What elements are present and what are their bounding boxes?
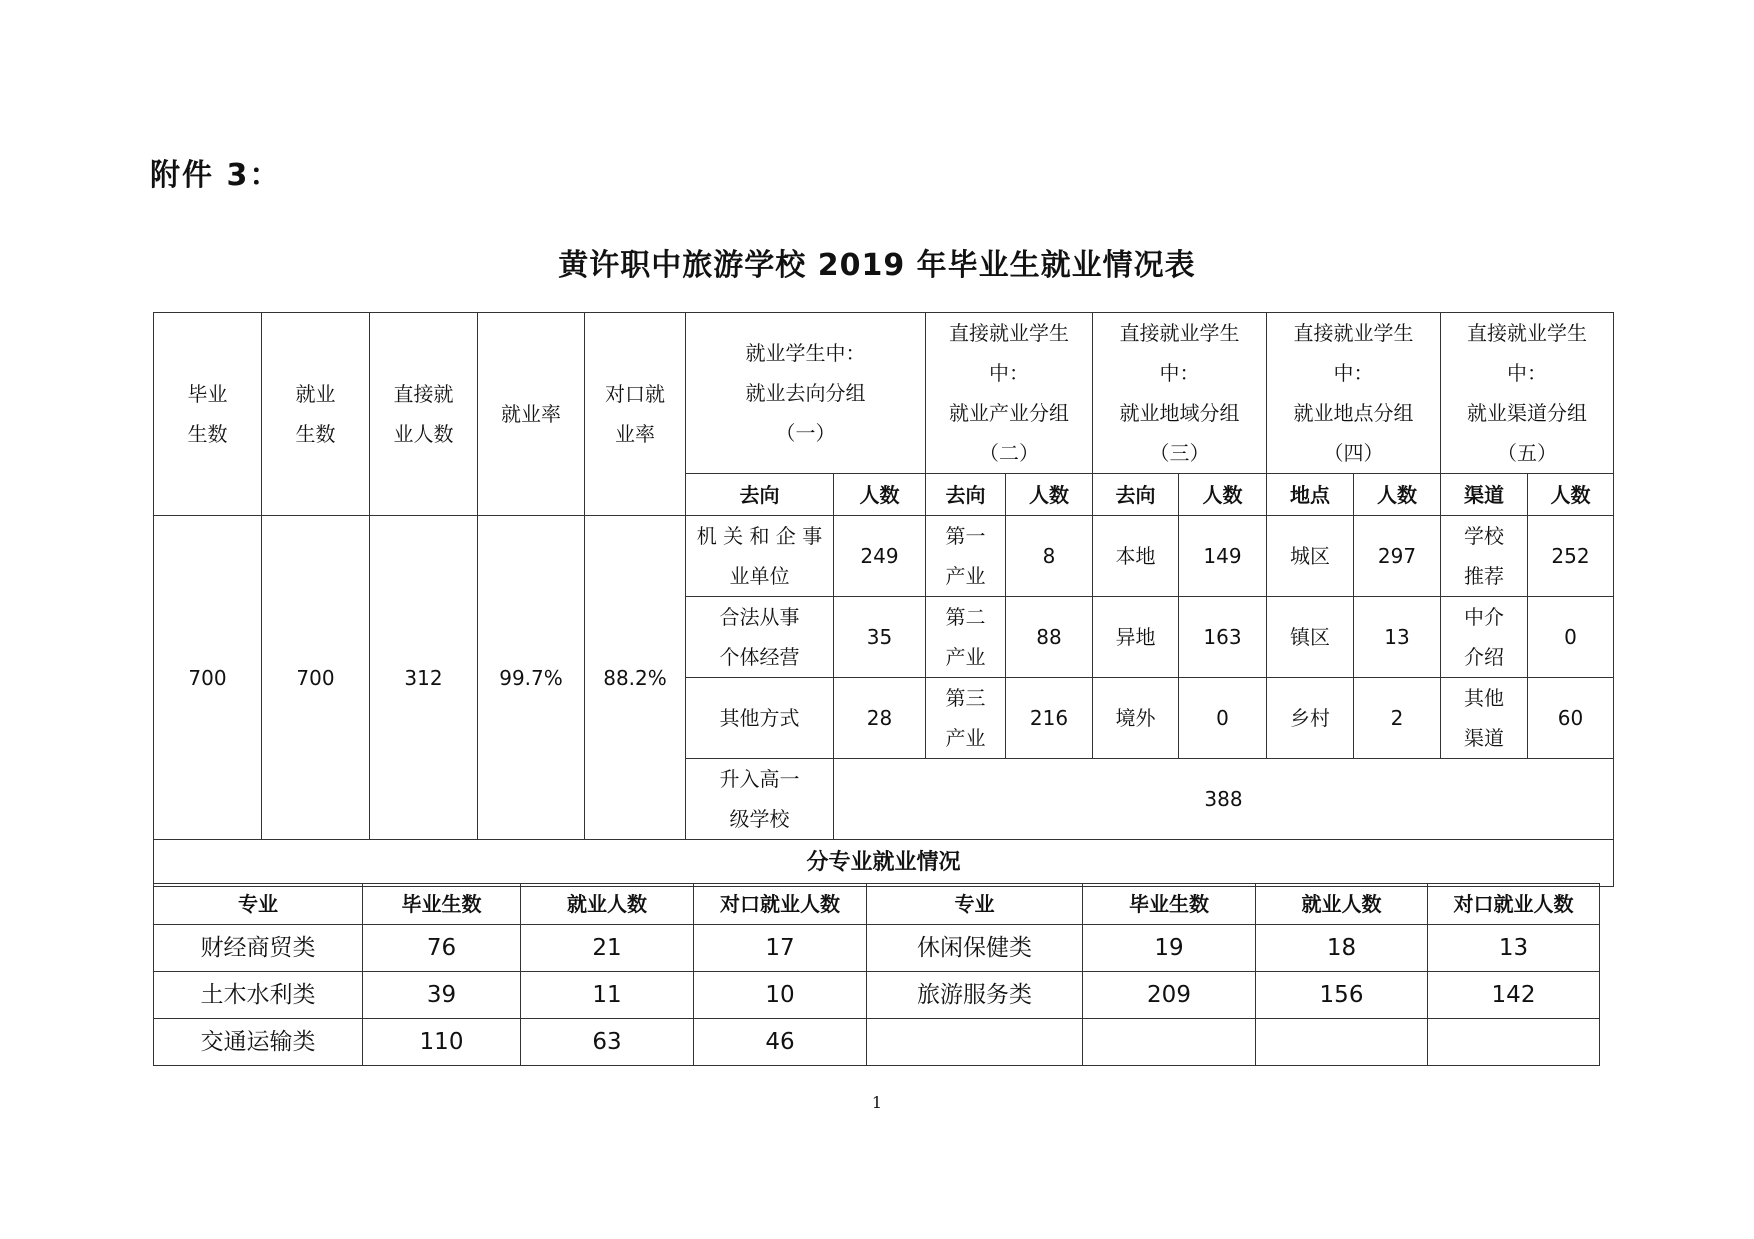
g4-key: 乡村 <box>1267 678 1354 759</box>
major-matched: 46 <box>694 1019 867 1066</box>
g1-val: 35 <box>834 597 926 678</box>
header-graduates: 毕业生数 <box>363 884 521 925</box>
major-employed: 18 <box>1256 925 1428 972</box>
document-title: 黄许职中旅游学校 2019 年毕业生就业情况表 <box>558 248 1196 283</box>
subheader-g3-val: 人数 <box>1179 474 1267 516</box>
table-row <box>154 972 1600 1019</box>
g2-val: 216 <box>1006 678 1093 759</box>
g1-key: 机 关 和 企 事 业单位 <box>686 516 834 597</box>
summary-table <box>153 312 1614 887</box>
g2-val: 8 <box>1006 516 1093 597</box>
value-employment-rate: 99.7% <box>478 516 585 840</box>
value-matched-rate: 88.2% <box>585 516 686 840</box>
table-row <box>154 516 1614 597</box>
section-title: 分专业就业情况 <box>154 840 1614 887</box>
g3-val: 149 <box>1179 516 1267 597</box>
subheader-g4-key: 地点 <box>1267 474 1354 516</box>
g5-val: 252 <box>1528 516 1614 597</box>
header-matched-rate: 对口就 业率 <box>585 313 686 516</box>
header-graduates: 毕业生数 <box>1083 884 1256 925</box>
header-group5: 直接就业学生 中： 就业渠道分组 （五） <box>1441 313 1614 474</box>
header-group2: 直接就业学生 中： 就业产业分组 （二） <box>926 313 1093 474</box>
header-employed: 就业人数 <box>1256 884 1428 925</box>
g4-val: 13 <box>1354 597 1441 678</box>
g3-key: 异地 <box>1093 597 1179 678</box>
g2-key: 第一 产业 <box>926 516 1006 597</box>
header-major: 专业 <box>867 884 1083 925</box>
value-direct-employed: 312 <box>370 516 478 840</box>
subheader-g2-val: 人数 <box>1006 474 1093 516</box>
major-name: 旅游服务类 <box>867 972 1083 1019</box>
header-employment-rate: 就业率 <box>478 313 585 516</box>
g4-val: 297 <box>1354 516 1441 597</box>
major-matched <box>1428 1019 1600 1066</box>
subheader-g1-key: 去向 <box>686 474 834 516</box>
header-group4: 直接就业学生 中： 就业地点分组 （四） <box>1267 313 1441 474</box>
major-name <box>867 1019 1083 1066</box>
header-matched: 对口就业人数 <box>1428 884 1600 925</box>
g3-val: 0 <box>1179 678 1267 759</box>
major-graduates: 76 <box>363 925 521 972</box>
g4-key: 镇区 <box>1267 597 1354 678</box>
subheader-g5-val: 人数 <box>1528 474 1614 516</box>
g1-val: 249 <box>834 516 926 597</box>
major-employed <box>1256 1019 1428 1066</box>
g2-val: 88 <box>1006 597 1093 678</box>
header-direct-employed: 直接就 业人数 <box>370 313 478 516</box>
major-name: 土木水利类 <box>154 972 363 1019</box>
header-group1: 就业学生中： 就业去向分组 （一） <box>686 313 926 474</box>
major-graduates: 209 <box>1083 972 1256 1019</box>
major-matched: 13 <box>1428 925 1600 972</box>
major-employed: 21 <box>521 925 694 972</box>
major-graduates: 39 <box>363 972 521 1019</box>
header-group3: 直接就业学生 中： 就业地域分组 （三） <box>1093 313 1267 474</box>
subheader-g3-key: 去向 <box>1093 474 1179 516</box>
g5-key: 中介 介绍 <box>1441 597 1528 678</box>
major-graduates <box>1083 1019 1256 1066</box>
g5-val: 60 <box>1528 678 1614 759</box>
majors-header-row <box>154 884 1600 925</box>
majors-table <box>153 883 1600 1066</box>
page-number: 1 <box>871 1093 883 1112</box>
further-study-label: 升入高一 级学校 <box>686 759 834 840</box>
major-graduates: 19 <box>1083 925 1256 972</box>
g4-val: 2 <box>1354 678 1441 759</box>
g2-key: 第二 产业 <box>926 597 1006 678</box>
header-employed: 就业人数 <box>521 884 694 925</box>
subheader-g1-val: 人数 <box>834 474 926 516</box>
g2-key: 第三 产业 <box>926 678 1006 759</box>
table-row <box>154 925 1600 972</box>
value-graduates: 700 <box>154 516 262 840</box>
header-employed: 就业 生数 <box>262 313 370 516</box>
g1-key: 合法从事 个体经营 <box>686 597 834 678</box>
further-study-value: 388 <box>834 759 1614 840</box>
table-row <box>154 1019 1600 1066</box>
major-matched: 10 <box>694 972 867 1019</box>
major-name: 休闲保健类 <box>867 925 1083 972</box>
major-matched: 142 <box>1428 972 1600 1019</box>
major-employed: 156 <box>1256 972 1428 1019</box>
g3-val: 163 <box>1179 597 1267 678</box>
g5-key: 学校 推荐 <box>1441 516 1528 597</box>
annex-label: 附件 3： <box>150 158 282 193</box>
value-employed: 700 <box>262 516 370 840</box>
subheader-g5-key: 渠道 <box>1441 474 1528 516</box>
major-employed: 63 <box>521 1019 694 1066</box>
header-graduates: 毕业 生数 <box>154 313 262 516</box>
header-major: 专业 <box>154 884 363 925</box>
g5-key: 其他 渠道 <box>1441 678 1528 759</box>
g4-key: 城区 <box>1267 516 1354 597</box>
subheader-g2-key: 去向 <box>926 474 1006 516</box>
major-name: 财经商贸类 <box>154 925 363 972</box>
subheader-g4-val: 人数 <box>1354 474 1441 516</box>
g3-key: 本地 <box>1093 516 1179 597</box>
major-name: 交通运输类 <box>154 1019 363 1066</box>
header-matched: 对口就业人数 <box>694 884 867 925</box>
g5-val: 0 <box>1528 597 1614 678</box>
g3-key: 境外 <box>1093 678 1179 759</box>
major-matched: 17 <box>694 925 867 972</box>
g1-key: 其他方式 <box>686 678 834 759</box>
g1-val: 28 <box>834 678 926 759</box>
major-employed: 11 <box>521 972 694 1019</box>
major-graduates: 110 <box>363 1019 521 1066</box>
